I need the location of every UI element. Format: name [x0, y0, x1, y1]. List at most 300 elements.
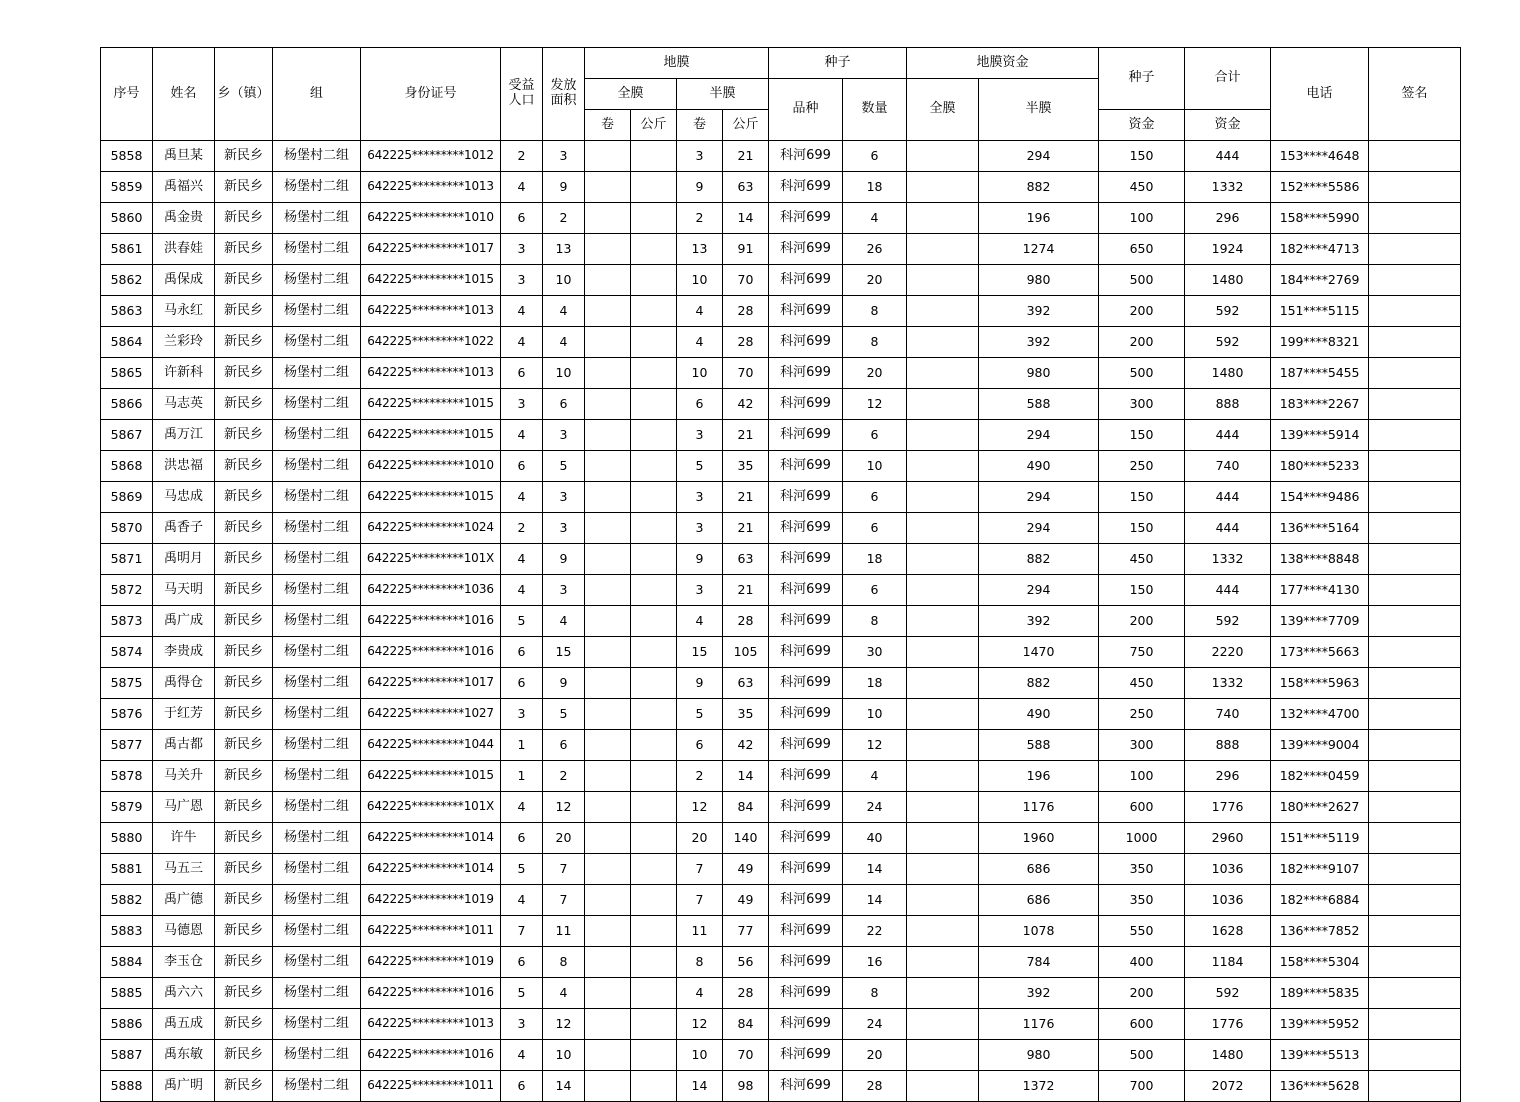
- cell-film-full-kg: [631, 1009, 677, 1040]
- cell-seed-type: 科河699: [769, 420, 843, 451]
- cell-id: 642225*********1016: [361, 637, 501, 668]
- cell-film-full-juan: [585, 141, 631, 172]
- cell-money-half: 882: [979, 544, 1099, 575]
- cell-id: 642225*********1017: [361, 668, 501, 699]
- cell-name: 禹广德: [153, 885, 215, 916]
- cell-seed-qty: 8: [843, 296, 907, 327]
- cell-film-full-juan: [585, 358, 631, 389]
- cell-town: 新民乡: [215, 234, 273, 265]
- cell-film-half-juan: 12: [677, 1009, 723, 1040]
- cell-town: 新民乡: [215, 668, 273, 699]
- cell-seed-qty: 6: [843, 420, 907, 451]
- cell-seed-qty: 14: [843, 854, 907, 885]
- cell-id: 642225*********1015: [361, 389, 501, 420]
- cell-film-half-kg: 77: [723, 916, 769, 947]
- cell-town: 新民乡: [215, 482, 273, 513]
- cell-money-full: [907, 141, 979, 172]
- col-header-area: [543, 48, 585, 141]
- cell-sign: [1369, 358, 1461, 389]
- cell-film-half-juan: 14: [677, 1071, 723, 1102]
- cell-tel: 180****5233: [1271, 451, 1369, 482]
- table-row: [101, 668, 1461, 699]
- cell-seed-money: 250: [1099, 699, 1185, 730]
- cell-town: 新民乡: [215, 420, 273, 451]
- table-row: [101, 761, 1461, 792]
- cell-population: 4: [501, 1040, 543, 1071]
- table-row: [101, 389, 1461, 420]
- cell-name: 李贵成: [153, 637, 215, 668]
- cell-tel: 189****5835: [1271, 978, 1369, 1009]
- cell-film-full-kg: [631, 823, 677, 854]
- cell-tel: 139****7709: [1271, 606, 1369, 637]
- cell-town: 新民乡: [215, 1071, 273, 1102]
- cell-group: 杨堡村二组: [273, 451, 361, 482]
- cell-total: 1480: [1185, 265, 1271, 296]
- cell-area: 15: [543, 637, 585, 668]
- cell-sign: [1369, 389, 1461, 420]
- cell-id: 642225*********1019: [361, 885, 501, 916]
- cell-seq: 5872: [101, 575, 153, 606]
- cell-tel: 182****6884: [1271, 885, 1369, 916]
- cell-tel: 151****5119: [1271, 823, 1369, 854]
- cell-film-full-juan: [585, 637, 631, 668]
- cell-film-half-juan: 10: [677, 1040, 723, 1071]
- cell-seed-qty: 6: [843, 575, 907, 606]
- cell-area: 9: [543, 544, 585, 575]
- cell-tel: 180****2627: [1271, 792, 1369, 823]
- cell-seed-money: 150: [1099, 513, 1185, 544]
- cell-seed-money: 300: [1099, 730, 1185, 761]
- cell-total: 592: [1185, 327, 1271, 358]
- cell-seq: 5860: [101, 203, 153, 234]
- cell-total: 1776: [1185, 792, 1271, 823]
- cell-money-full: [907, 296, 979, 327]
- cell-film-full-kg: [631, 699, 677, 730]
- cell-town: 新民乡: [215, 575, 273, 606]
- table-row: [101, 172, 1461, 203]
- cell-film-half-kg: 42: [723, 389, 769, 420]
- cell-town: 新民乡: [215, 1009, 273, 1040]
- cell-film-full-juan: [585, 792, 631, 823]
- cell-film-half-juan: 7: [677, 854, 723, 885]
- cell-tel: 139****5513: [1271, 1040, 1369, 1071]
- col-header-group: 组: [273, 48, 361, 141]
- cell-group: 杨堡村二组: [273, 792, 361, 823]
- cell-money-half: 980: [979, 358, 1099, 389]
- cell-seed-qty: 22: [843, 916, 907, 947]
- cell-seed-money: 150: [1099, 575, 1185, 606]
- cell-population: 6: [501, 823, 543, 854]
- table-row: [101, 327, 1461, 358]
- col-header-money-half: 半膜: [979, 79, 1099, 141]
- cell-tel: 158****5990: [1271, 203, 1369, 234]
- cell-seed-qty: 20: [843, 1040, 907, 1071]
- table-row: [101, 482, 1461, 513]
- cell-population: 1: [501, 761, 543, 792]
- cell-total: 444: [1185, 141, 1271, 172]
- cell-total: 1776: [1185, 1009, 1271, 1040]
- cell-sign: [1369, 885, 1461, 916]
- col-header-name: 姓名: [153, 48, 215, 141]
- cell-sign: [1369, 730, 1461, 761]
- cell-seed-type: 科河699: [769, 947, 843, 978]
- cell-sign: [1369, 761, 1461, 792]
- cell-seed-type: 科河699: [769, 389, 843, 420]
- cell-seed-qty: 4: [843, 761, 907, 792]
- cell-film-half-kg: 63: [723, 172, 769, 203]
- cell-sign: [1369, 1040, 1461, 1071]
- cell-seed-type: 科河699: [769, 172, 843, 203]
- cell-name: 马志英: [153, 389, 215, 420]
- table-row: [101, 575, 1461, 606]
- cell-tel: 136****5628: [1271, 1071, 1369, 1102]
- table-row: [101, 296, 1461, 327]
- cell-seed-qty: 30: [843, 637, 907, 668]
- cell-money-full: [907, 823, 979, 854]
- cell-town: 新民乡: [215, 854, 273, 885]
- cell-film-half-juan: 2: [677, 203, 723, 234]
- cell-film-half-kg: 105: [723, 637, 769, 668]
- cell-money-full: [907, 947, 979, 978]
- cell-id: 642225*********1036: [361, 575, 501, 606]
- cell-area: 8: [543, 947, 585, 978]
- col-header-seed-type: 品种: [769, 79, 843, 141]
- cell-area: 10: [543, 358, 585, 389]
- cell-seed-money: 400: [1099, 947, 1185, 978]
- cell-film-half-kg: 49: [723, 885, 769, 916]
- cell-seed-money: 350: [1099, 885, 1185, 916]
- cell-seed-money: 200: [1099, 327, 1185, 358]
- cell-money-half: 392: [979, 606, 1099, 637]
- col-header-seed-money-unit: 资金: [1099, 110, 1185, 141]
- cell-population: 4: [501, 296, 543, 327]
- cell-group: 杨堡村二组: [273, 482, 361, 513]
- cell-total: 592: [1185, 296, 1271, 327]
- cell-money-full: [907, 637, 979, 668]
- cell-film-half-juan: 3: [677, 513, 723, 544]
- cell-money-full: [907, 420, 979, 451]
- cell-film-half-juan: 9: [677, 544, 723, 575]
- cell-seed-qty: 12: [843, 730, 907, 761]
- cell-seed-money: 200: [1099, 978, 1185, 1009]
- cell-name: 许牛: [153, 823, 215, 854]
- cell-group: 杨堡村二组: [273, 265, 361, 296]
- cell-area: 3: [543, 482, 585, 513]
- cell-money-full: [907, 699, 979, 730]
- cell-seq: 5861: [101, 234, 153, 265]
- cell-seed-type: 科河699: [769, 358, 843, 389]
- cell-name: 马天明: [153, 575, 215, 606]
- cell-money-half: 294: [979, 141, 1099, 172]
- cell-id: 642225*********1024: [361, 513, 501, 544]
- cell-film-half-juan: 5: [677, 451, 723, 482]
- cell-name: 马德恩: [153, 916, 215, 947]
- col-header-town: 乡（镇）: [215, 48, 273, 141]
- cell-group: 杨堡村二组: [273, 544, 361, 575]
- col-header-film-money: 地膜资金: [907, 48, 1099, 79]
- cell-id: 642225*********1015: [361, 761, 501, 792]
- cell-film-full-juan: [585, 730, 631, 761]
- cell-seed-type: 科河699: [769, 761, 843, 792]
- cell-total: 1332: [1185, 668, 1271, 699]
- cell-id: 642225*********1013: [361, 1009, 501, 1040]
- cell-film-full-kg: [631, 203, 677, 234]
- cell-population: 5: [501, 606, 543, 637]
- cell-population: 5: [501, 978, 543, 1009]
- cell-tel: 132****4700: [1271, 699, 1369, 730]
- cell-group: 杨堡村二组: [273, 296, 361, 327]
- cell-sign: [1369, 296, 1461, 327]
- table-row: [101, 637, 1461, 668]
- cell-id: 642225*********1017: [361, 234, 501, 265]
- cell-id: 642225*********101X: [361, 544, 501, 575]
- cell-area: 5: [543, 699, 585, 730]
- cell-group: 杨堡村二组: [273, 389, 361, 420]
- cell-seq: 5877: [101, 730, 153, 761]
- cell-film-full-kg: [631, 854, 677, 885]
- cell-area: 9: [543, 668, 585, 699]
- cell-seed-type: 科河699: [769, 916, 843, 947]
- cell-money-half: 1372: [979, 1071, 1099, 1102]
- cell-seed-money: 150: [1099, 482, 1185, 513]
- cell-seed-money: 450: [1099, 172, 1185, 203]
- cell-seed-type: 科河699: [769, 606, 843, 637]
- cell-money-half: 588: [979, 730, 1099, 761]
- cell-seed-qty: 8: [843, 606, 907, 637]
- cell-seed-money: 350: [1099, 854, 1185, 885]
- cell-film-full-juan: [585, 699, 631, 730]
- cell-money-full: [907, 885, 979, 916]
- cell-money-full: [907, 916, 979, 947]
- cell-tel: 151****5115: [1271, 296, 1369, 327]
- cell-name: 于红芳: [153, 699, 215, 730]
- cell-area: 20: [543, 823, 585, 854]
- cell-seq: 5874: [101, 637, 153, 668]
- cell-money-full: [907, 978, 979, 1009]
- cell-seed-type: 科河699: [769, 637, 843, 668]
- cell-seed-qty: 24: [843, 792, 907, 823]
- cell-film-full-kg: [631, 761, 677, 792]
- cell-seq: 5887: [101, 1040, 153, 1071]
- cell-group: 杨堡村二组: [273, 575, 361, 606]
- cell-population: 2: [501, 513, 543, 544]
- col-header-total: 合计: [1185, 48, 1271, 110]
- cell-film-full-juan: [585, 513, 631, 544]
- cell-money-full: [907, 1071, 979, 1102]
- cell-group: 杨堡村二组: [273, 668, 361, 699]
- cell-group: 杨堡村二组: [273, 885, 361, 916]
- table-row: [101, 203, 1461, 234]
- cell-film-half-juan: 4: [677, 327, 723, 358]
- cell-group: 杨堡村二组: [273, 513, 361, 544]
- cell-money-half: 686: [979, 885, 1099, 916]
- cell-tel: 177****4130: [1271, 575, 1369, 606]
- col-header-population: [501, 48, 543, 141]
- cell-seed-qty: 8: [843, 327, 907, 358]
- cell-money-full: [907, 606, 979, 637]
- cell-group: 杨堡村二组: [273, 823, 361, 854]
- cell-population: 4: [501, 792, 543, 823]
- cell-seq: 5867: [101, 420, 153, 451]
- cell-seq: 5873: [101, 606, 153, 637]
- cell-money-full: [907, 730, 979, 761]
- col-header-half-juan: 卷: [677, 110, 723, 141]
- cell-tel: 152****5586: [1271, 172, 1369, 203]
- table-row: [101, 1071, 1461, 1102]
- cell-seed-type: 科河699: [769, 451, 843, 482]
- cell-film-half-juan: 13: [677, 234, 723, 265]
- cell-tel: 158****5304: [1271, 947, 1369, 978]
- cell-money-full: [907, 203, 979, 234]
- cell-population: 4: [501, 420, 543, 451]
- cell-film-full-kg: [631, 544, 677, 575]
- cell-money-half: 294: [979, 513, 1099, 544]
- cell-seq: 5864: [101, 327, 153, 358]
- cell-seq: 5866: [101, 389, 153, 420]
- cell-total: 444: [1185, 513, 1271, 544]
- cell-seed-qty: 26: [843, 234, 907, 265]
- cell-seed-qty: 6: [843, 513, 907, 544]
- cell-group: 杨堡村二组: [273, 916, 361, 947]
- cell-film-full-kg: [631, 265, 677, 296]
- cell-area: 4: [543, 296, 585, 327]
- table-row: [101, 358, 1461, 389]
- cell-group: 杨堡村二组: [273, 1040, 361, 1071]
- cell-area: 3: [543, 141, 585, 172]
- cell-sign: [1369, 513, 1461, 544]
- cell-area: 3: [543, 575, 585, 606]
- cell-total: 888: [1185, 730, 1271, 761]
- cell-group: 杨堡村二组: [273, 947, 361, 978]
- cell-film-full-kg: [631, 606, 677, 637]
- cell-seed-money: 650: [1099, 234, 1185, 265]
- cell-id: 642225*********1016: [361, 978, 501, 1009]
- cell-film-full-juan: [585, 234, 631, 265]
- cell-sign: [1369, 265, 1461, 296]
- cell-id: 642225*********1015: [361, 420, 501, 451]
- cell-total: 1628: [1185, 916, 1271, 947]
- cell-money-half: 882: [979, 172, 1099, 203]
- cell-tel: 153****4648: [1271, 141, 1369, 172]
- cell-seed-type: 科河699: [769, 854, 843, 885]
- cell-sign: [1369, 854, 1461, 885]
- cell-film-full-kg: [631, 420, 677, 451]
- cell-id: 642225*********1014: [361, 823, 501, 854]
- cell-total: 444: [1185, 482, 1271, 513]
- cell-seed-qty: 16: [843, 947, 907, 978]
- cell-name: 禹古都: [153, 730, 215, 761]
- cell-seq: 5865: [101, 358, 153, 389]
- cell-total: 1332: [1185, 172, 1271, 203]
- cell-name: 马五三: [153, 854, 215, 885]
- cell-population: 3: [501, 699, 543, 730]
- table-header: [101, 48, 1461, 141]
- table-row: [101, 1040, 1461, 1071]
- cell-film-half-juan: 20: [677, 823, 723, 854]
- cell-money-half: 294: [979, 575, 1099, 606]
- cell-seq: 5888: [101, 1071, 153, 1102]
- cell-film-full-kg: [631, 916, 677, 947]
- cell-area: 6: [543, 730, 585, 761]
- cell-film-full-juan: [585, 823, 631, 854]
- cell-group: 杨堡村二组: [273, 358, 361, 389]
- cell-seed-money: 200: [1099, 296, 1185, 327]
- cell-film-full-juan: [585, 420, 631, 451]
- cell-town: 新民乡: [215, 203, 273, 234]
- cell-film-half-kg: 14: [723, 203, 769, 234]
- cell-seed-type: 科河699: [769, 482, 843, 513]
- cell-seq: 5859: [101, 172, 153, 203]
- cell-area: 9: [543, 172, 585, 203]
- cell-sign: [1369, 668, 1461, 699]
- cell-group: 杨堡村二组: [273, 637, 361, 668]
- cell-id: 642225*********1012: [361, 141, 501, 172]
- cell-seed-money: 1000: [1099, 823, 1185, 854]
- cell-film-half-kg: 49: [723, 854, 769, 885]
- cell-area: 3: [543, 420, 585, 451]
- cell-population: 4: [501, 575, 543, 606]
- table-row: [101, 823, 1461, 854]
- cell-film-half-juan: 3: [677, 575, 723, 606]
- cell-sign: [1369, 141, 1461, 172]
- cell-id: 642225*********1010: [361, 203, 501, 234]
- cell-seq: 5881: [101, 854, 153, 885]
- cell-film-half-kg: 35: [723, 451, 769, 482]
- cell-sign: [1369, 637, 1461, 668]
- table-row: [101, 1009, 1461, 1040]
- cell-total: 2960: [1185, 823, 1271, 854]
- cell-name: 马广恩: [153, 792, 215, 823]
- cell-group: 杨堡村二组: [273, 1071, 361, 1102]
- cell-tel: 139****9004: [1271, 730, 1369, 761]
- cell-seed-money: 550: [1099, 916, 1185, 947]
- cell-name: 禹广明: [153, 1071, 215, 1102]
- cell-group: 杨堡村二组: [273, 234, 361, 265]
- cell-seed-type: 科河699: [769, 885, 843, 916]
- header-row-1: [101, 48, 1461, 79]
- cell-area: 7: [543, 854, 585, 885]
- cell-population: 6: [501, 451, 543, 482]
- cell-money-half: 392: [979, 327, 1099, 358]
- cell-seq: 5886: [101, 1009, 153, 1040]
- col-header-half-kg: 公斤: [723, 110, 769, 141]
- table-row: [101, 451, 1461, 482]
- cell-sign: [1369, 203, 1461, 234]
- cell-seed-money: 450: [1099, 668, 1185, 699]
- cell-film-half-kg: 70: [723, 265, 769, 296]
- cell-name: 李玉仓: [153, 947, 215, 978]
- cell-film-half-kg: 28: [723, 978, 769, 1009]
- cell-film-half-kg: 28: [723, 606, 769, 637]
- table-row: [101, 544, 1461, 575]
- col-header-seq: 序号: [101, 48, 153, 141]
- cell-film-full-juan: [585, 172, 631, 203]
- cell-id: 642225*********1015: [361, 482, 501, 513]
- cell-town: 新民乡: [215, 389, 273, 420]
- cell-money-half: 294: [979, 420, 1099, 451]
- cell-total: 444: [1185, 420, 1271, 451]
- cell-id: 642225*********1010: [361, 451, 501, 482]
- cell-name: 许新科: [153, 358, 215, 389]
- cell-sign: [1369, 1009, 1461, 1040]
- cell-name: 马永红: [153, 296, 215, 327]
- cell-total: 2072: [1185, 1071, 1271, 1102]
- cell-tel: 158****5963: [1271, 668, 1369, 699]
- cell-seed-qty: 18: [843, 172, 907, 203]
- cell-sign: [1369, 606, 1461, 637]
- cell-area: 14: [543, 1071, 585, 1102]
- cell-sign: [1369, 327, 1461, 358]
